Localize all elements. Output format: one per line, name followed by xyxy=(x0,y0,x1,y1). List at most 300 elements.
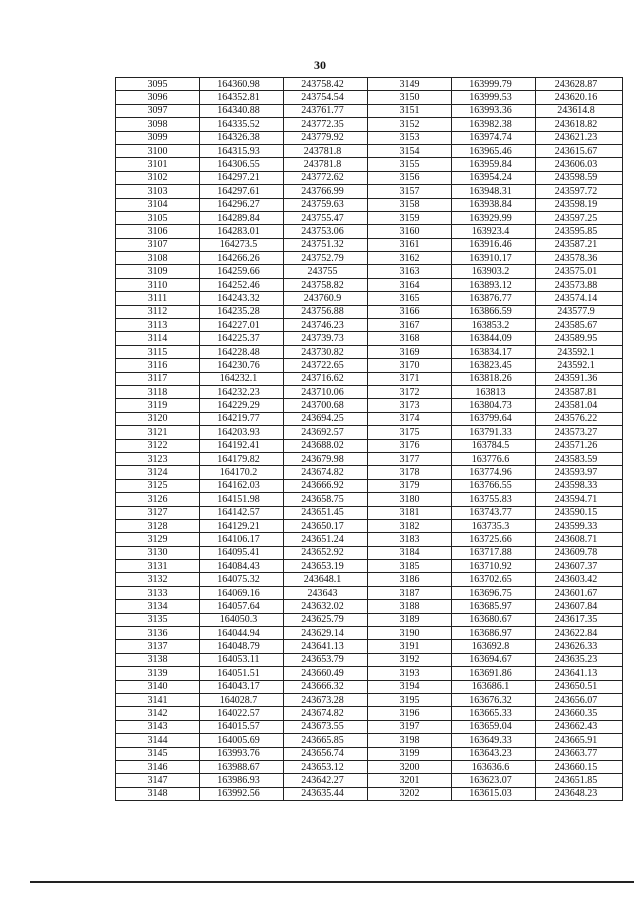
x-coordinate-cell: 164044.94 xyxy=(200,627,284,640)
table-row xyxy=(116,372,623,385)
y-coordinate-cell: 243615.67 xyxy=(536,144,623,157)
y-coordinate-cell: 243781.8 xyxy=(284,144,368,157)
point-number-cell: 3112 xyxy=(116,305,200,318)
x-coordinate-cell: 163818.26 xyxy=(452,372,536,385)
x-coordinate-cell: 164053.11 xyxy=(200,653,284,666)
y-coordinate-cell: 243607.84 xyxy=(536,600,623,613)
y-coordinate-cell: 243660.15 xyxy=(536,760,623,773)
point-number-cell: 3116 xyxy=(116,359,200,372)
y-coordinate-cell: 243779.92 xyxy=(284,131,368,144)
table-row xyxy=(116,91,623,104)
point-number-cell: 3115 xyxy=(116,345,200,358)
point-number-cell: 3146 xyxy=(116,760,200,773)
page-number: 30 xyxy=(314,58,326,72)
y-coordinate-cell: 243628.87 xyxy=(536,78,623,91)
table-row xyxy=(116,707,623,720)
y-coordinate-cell: 243603.42 xyxy=(536,573,623,586)
x-coordinate-cell: 164283.01 xyxy=(200,225,284,238)
point-number-cell: 3173 xyxy=(368,399,452,412)
y-coordinate-cell: 243643 xyxy=(284,586,368,599)
point-number-cell: 3119 xyxy=(116,399,200,412)
y-coordinate-cell: 243598.19 xyxy=(536,198,623,211)
x-coordinate-cell: 164095.41 xyxy=(200,546,284,559)
point-number-cell: 3197 xyxy=(368,720,452,733)
point-number-cell: 3182 xyxy=(368,519,452,532)
y-coordinate-cell: 243752.79 xyxy=(284,252,368,265)
table-row xyxy=(116,734,623,747)
point-number-cell: 3125 xyxy=(116,479,200,492)
point-number-cell: 3164 xyxy=(368,278,452,291)
x-coordinate-cell: 163692.8 xyxy=(452,640,536,653)
x-coordinate-cell: 164129.21 xyxy=(200,519,284,532)
y-coordinate-cell: 243642.27 xyxy=(284,774,368,787)
point-number-cell: 3157 xyxy=(368,185,452,198)
point-number-cell: 3166 xyxy=(368,305,452,318)
y-coordinate-cell: 243716.62 xyxy=(284,372,368,385)
x-coordinate-cell: 163923.4 xyxy=(452,225,536,238)
x-coordinate-cell: 163636.6 xyxy=(452,760,536,773)
y-coordinate-cell: 243599.33 xyxy=(536,519,623,532)
point-number-cell: 3105 xyxy=(116,211,200,224)
y-coordinate-cell: 243730.82 xyxy=(284,345,368,358)
y-coordinate-cell: 243753.06 xyxy=(284,225,368,238)
point-number-cell: 3160 xyxy=(368,225,452,238)
y-coordinate-cell: 243581.04 xyxy=(536,399,623,412)
y-coordinate-cell: 243772.62 xyxy=(284,171,368,184)
point-number-cell: 3149 xyxy=(368,78,452,91)
y-coordinate-cell: 243666.32 xyxy=(284,680,368,693)
y-coordinate-cell: 243620.16 xyxy=(536,91,623,104)
y-coordinate-cell: 243688.02 xyxy=(284,439,368,452)
x-coordinate-cell: 164352.81 xyxy=(200,91,284,104)
y-coordinate-cell: 243573.88 xyxy=(536,278,623,291)
x-coordinate-cell: 164315.93 xyxy=(200,144,284,157)
x-coordinate-cell: 164225.37 xyxy=(200,332,284,345)
point-number-cell: 3134 xyxy=(116,600,200,613)
x-coordinate-cell: 164142.57 xyxy=(200,506,284,519)
y-coordinate-cell: 243679.98 xyxy=(284,452,368,465)
y-coordinate-cell: 243653.12 xyxy=(284,760,368,773)
y-coordinate-cell: 243652.92 xyxy=(284,546,368,559)
x-coordinate-cell: 163929.99 xyxy=(452,211,536,224)
y-coordinate-cell: 243692.57 xyxy=(284,426,368,439)
x-coordinate-cell: 164048.79 xyxy=(200,640,284,653)
point-number-cell: 3171 xyxy=(368,372,452,385)
point-number-cell: 3172 xyxy=(368,385,452,398)
x-coordinate-cell: 164259.66 xyxy=(200,265,284,278)
y-coordinate-cell: 243629.14 xyxy=(284,627,368,640)
y-coordinate-cell: 243758.82 xyxy=(284,278,368,291)
point-number-cell: 3163 xyxy=(368,265,452,278)
x-coordinate-cell: 164050.3 xyxy=(200,613,284,626)
x-coordinate-cell: 164232.23 xyxy=(200,385,284,398)
x-coordinate-cell: 163615.03 xyxy=(452,787,536,800)
x-coordinate-cell: 163823.45 xyxy=(452,359,536,372)
point-number-cell: 3141 xyxy=(116,693,200,706)
x-coordinate-cell: 163993.76 xyxy=(200,747,284,760)
y-coordinate-cell: 243755 xyxy=(284,265,368,278)
x-coordinate-cell: 163774.96 xyxy=(452,466,536,479)
x-coordinate-cell: 164252.46 xyxy=(200,278,284,291)
point-number-cell: 3165 xyxy=(368,292,452,305)
x-coordinate-cell: 163954.24 xyxy=(452,171,536,184)
table-row xyxy=(116,627,623,640)
table-row xyxy=(116,185,623,198)
y-coordinate-cell: 243632.02 xyxy=(284,600,368,613)
table-row xyxy=(116,399,623,412)
point-number-cell: 3174 xyxy=(368,412,452,425)
x-coordinate-cell: 164335.52 xyxy=(200,118,284,131)
x-coordinate-cell: 163623.07 xyxy=(452,774,536,787)
y-coordinate-cell: 243614.8 xyxy=(536,104,623,117)
point-number-cell: 3133 xyxy=(116,586,200,599)
y-coordinate-cell: 243594.71 xyxy=(536,493,623,506)
point-number-cell: 3109 xyxy=(116,265,200,278)
y-coordinate-cell: 243641.13 xyxy=(284,640,368,653)
point-number-cell: 3169 xyxy=(368,345,452,358)
x-coordinate-cell: 164203.93 xyxy=(200,426,284,439)
point-number-cell: 3122 xyxy=(116,439,200,452)
point-number-cell: 3151 xyxy=(368,104,452,117)
point-number-cell: 3136 xyxy=(116,627,200,640)
point-number-cell: 3101 xyxy=(116,158,200,171)
point-number-cell: 3185 xyxy=(368,560,452,573)
y-coordinate-cell: 243756.88 xyxy=(284,305,368,318)
x-coordinate-cell: 163974.74 xyxy=(452,131,536,144)
table-row xyxy=(116,225,623,238)
y-coordinate-cell: 243660.35 xyxy=(536,707,623,720)
y-coordinate-cell: 243656.74 xyxy=(284,747,368,760)
point-number-cell: 3158 xyxy=(368,198,452,211)
point-number-cell: 3152 xyxy=(368,118,452,131)
x-coordinate-cell: 164232.1 xyxy=(200,372,284,385)
y-coordinate-cell: 243761.77 xyxy=(284,104,368,117)
x-coordinate-cell: 164227.01 xyxy=(200,319,284,332)
y-coordinate-cell: 243641.13 xyxy=(536,667,623,680)
y-coordinate-cell: 243656.07 xyxy=(536,693,623,706)
point-number-cell: 3128 xyxy=(116,519,200,532)
x-coordinate-cell: 163910.17 xyxy=(452,252,536,265)
y-coordinate-cell: 243590.15 xyxy=(536,506,623,519)
x-coordinate-cell: 164162.03 xyxy=(200,479,284,492)
point-number-cell: 3127 xyxy=(116,506,200,519)
table-row xyxy=(116,131,623,144)
table-row xyxy=(116,479,623,492)
x-coordinate-cell: 163643.23 xyxy=(452,747,536,760)
point-number-cell: 3110 xyxy=(116,278,200,291)
table-row xyxy=(116,171,623,184)
x-coordinate-cell: 163685.97 xyxy=(452,600,536,613)
point-number-cell: 3168 xyxy=(368,332,452,345)
x-coordinate-cell: 164028.7 xyxy=(200,693,284,706)
y-coordinate-cell: 243751.32 xyxy=(284,238,368,251)
x-coordinate-cell: 163999.79 xyxy=(452,78,536,91)
y-coordinate-cell: 243635.44 xyxy=(284,787,368,800)
point-number-cell: 3103 xyxy=(116,185,200,198)
x-coordinate-cell: 163659.04 xyxy=(452,720,536,733)
point-number-cell: 3188 xyxy=(368,600,452,613)
y-coordinate-cell: 243662.43 xyxy=(536,720,623,733)
x-coordinate-cell: 164106.17 xyxy=(200,533,284,546)
table-row xyxy=(116,506,623,519)
y-coordinate-cell: 243666.92 xyxy=(284,479,368,492)
table-row xyxy=(116,519,623,532)
y-coordinate-cell: 243674.82 xyxy=(284,466,368,479)
y-coordinate-cell: 243573.27 xyxy=(536,426,623,439)
point-number-cell: 3137 xyxy=(116,640,200,653)
point-number-cell: 3130 xyxy=(116,546,200,559)
y-coordinate-cell: 243592.1 xyxy=(536,345,623,358)
point-number-cell: 3156 xyxy=(368,171,452,184)
y-coordinate-cell: 243621.23 xyxy=(536,131,623,144)
x-coordinate-cell: 163993.36 xyxy=(452,104,536,117)
point-number-cell: 3161 xyxy=(368,238,452,251)
point-number-cell: 3180 xyxy=(368,493,452,506)
y-coordinate-cell: 243592.1 xyxy=(536,359,623,372)
x-coordinate-cell: 163676.32 xyxy=(452,693,536,706)
table-row xyxy=(116,412,623,425)
y-coordinate-cell: 243576.22 xyxy=(536,412,623,425)
y-coordinate-cell: 243635.23 xyxy=(536,653,623,666)
x-coordinate-cell: 164326.38 xyxy=(200,131,284,144)
point-number-cell: 3138 xyxy=(116,653,200,666)
x-coordinate-cell: 164243.32 xyxy=(200,292,284,305)
point-number-cell: 3097 xyxy=(116,104,200,117)
table-row xyxy=(116,265,623,278)
y-coordinate-cell: 243593.97 xyxy=(536,466,623,479)
point-number-cell: 3123 xyxy=(116,452,200,465)
point-number-cell: 3177 xyxy=(368,452,452,465)
table-row xyxy=(116,332,623,345)
y-coordinate-cell: 243665.91 xyxy=(536,734,623,747)
x-coordinate-cell: 163986.93 xyxy=(200,774,284,787)
y-coordinate-cell: 243710.06 xyxy=(284,385,368,398)
point-number-cell: 3113 xyxy=(116,319,200,332)
x-coordinate-cell: 163844.09 xyxy=(452,332,536,345)
point-number-cell: 3193 xyxy=(368,667,452,680)
y-coordinate-cell: 243694.25 xyxy=(284,412,368,425)
point-number-cell: 3145 xyxy=(116,747,200,760)
table-row xyxy=(116,787,623,800)
point-number-cell: 3098 xyxy=(116,118,200,131)
x-coordinate-cell: 164051.51 xyxy=(200,667,284,680)
table-row xyxy=(116,667,623,680)
x-coordinate-cell: 163710.92 xyxy=(452,560,536,573)
point-number-cell: 3147 xyxy=(116,774,200,787)
y-coordinate-cell: 243607.37 xyxy=(536,560,623,573)
point-number-cell: 3132 xyxy=(116,573,200,586)
x-coordinate-cell: 163725.66 xyxy=(452,533,536,546)
x-coordinate-cell: 163694.67 xyxy=(452,653,536,666)
x-coordinate-cell: 163691.86 xyxy=(452,667,536,680)
y-coordinate-cell: 243574.14 xyxy=(536,292,623,305)
y-coordinate-cell: 243608.71 xyxy=(536,533,623,546)
point-number-cell: 3170 xyxy=(368,359,452,372)
x-coordinate-cell: 164266.26 xyxy=(200,252,284,265)
y-coordinate-cell: 243609.78 xyxy=(536,546,623,559)
table-row xyxy=(116,426,623,439)
y-coordinate-cell: 243650.51 xyxy=(536,680,623,693)
y-coordinate-cell: 243587.21 xyxy=(536,238,623,251)
coordinates-table xyxy=(115,77,623,801)
point-number-cell: 3195 xyxy=(368,693,452,706)
table-row xyxy=(116,292,623,305)
point-number-cell: 3099 xyxy=(116,131,200,144)
point-number-cell: 3176 xyxy=(368,439,452,452)
x-coordinate-cell: 164069.16 xyxy=(200,586,284,599)
table-row xyxy=(116,104,623,117)
point-number-cell: 3162 xyxy=(368,252,452,265)
x-coordinate-cell: 163853.2 xyxy=(452,319,536,332)
y-coordinate-cell: 243617.35 xyxy=(536,613,623,626)
x-coordinate-cell: 163680.67 xyxy=(452,613,536,626)
table-row xyxy=(116,278,623,291)
y-coordinate-cell: 243601.67 xyxy=(536,586,623,599)
x-coordinate-cell: 164057.64 xyxy=(200,600,284,613)
point-number-cell: 3179 xyxy=(368,479,452,492)
table-row xyxy=(116,747,623,760)
table-row xyxy=(116,693,623,706)
x-coordinate-cell: 163876.77 xyxy=(452,292,536,305)
y-coordinate-cell: 243739.73 xyxy=(284,332,368,345)
point-number-cell: 3178 xyxy=(368,466,452,479)
y-coordinate-cell: 243665.85 xyxy=(284,734,368,747)
x-coordinate-cell: 163916.46 xyxy=(452,238,536,251)
point-number-cell: 3181 xyxy=(368,506,452,519)
x-coordinate-cell: 164230.76 xyxy=(200,359,284,372)
y-coordinate-cell: 243626.33 xyxy=(536,640,623,653)
table-row xyxy=(116,493,623,506)
table-row xyxy=(116,305,623,318)
y-coordinate-cell: 243651.85 xyxy=(536,774,623,787)
y-coordinate-cell: 243595.85 xyxy=(536,225,623,238)
x-coordinate-cell: 163982.38 xyxy=(452,118,536,131)
point-number-cell: 3129 xyxy=(116,533,200,546)
x-coordinate-cell: 164235.28 xyxy=(200,305,284,318)
y-coordinate-cell: 243760.9 xyxy=(284,292,368,305)
point-number-cell: 3108 xyxy=(116,252,200,265)
x-coordinate-cell: 163702.65 xyxy=(452,573,536,586)
point-number-cell: 3121 xyxy=(116,426,200,439)
y-coordinate-cell: 243653.79 xyxy=(284,653,368,666)
y-coordinate-cell: 243674.82 xyxy=(284,707,368,720)
point-number-cell: 3096 xyxy=(116,91,200,104)
table-row xyxy=(116,319,623,332)
y-coordinate-cell: 243597.25 xyxy=(536,211,623,224)
table-row xyxy=(116,546,623,559)
y-coordinate-cell: 243722.65 xyxy=(284,359,368,372)
point-number-cell: 3167 xyxy=(368,319,452,332)
point-number-cell: 3106 xyxy=(116,225,200,238)
point-number-cell: 3124 xyxy=(116,466,200,479)
y-coordinate-cell: 243673.55 xyxy=(284,720,368,733)
point-number-cell: 3102 xyxy=(116,171,200,184)
x-coordinate-cell: 163948.31 xyxy=(452,185,536,198)
y-coordinate-cell: 243598.33 xyxy=(536,479,623,492)
point-number-cell: 3131 xyxy=(116,560,200,573)
point-number-cell: 3120 xyxy=(116,412,200,425)
point-number-cell: 3139 xyxy=(116,667,200,680)
y-coordinate-cell: 243583.59 xyxy=(536,452,623,465)
x-coordinate-cell: 164022.57 xyxy=(200,707,284,720)
y-coordinate-cell: 243618.82 xyxy=(536,118,623,131)
point-number-cell: 3192 xyxy=(368,653,452,666)
y-coordinate-cell: 243648.1 xyxy=(284,573,368,586)
y-coordinate-cell: 243673.28 xyxy=(284,693,368,706)
x-coordinate-cell: 164219.77 xyxy=(200,412,284,425)
point-number-cell: 3183 xyxy=(368,533,452,546)
y-coordinate-cell: 243766.99 xyxy=(284,185,368,198)
point-number-cell: 3186 xyxy=(368,573,452,586)
point-number-cell: 3191 xyxy=(368,640,452,653)
y-coordinate-cell: 243651.45 xyxy=(284,506,368,519)
point-number-cell: 3154 xyxy=(368,144,452,157)
table-row xyxy=(116,144,623,157)
point-number-cell: 3184 xyxy=(368,546,452,559)
x-coordinate-cell: 163784.5 xyxy=(452,439,536,452)
y-coordinate-cell: 243660.49 xyxy=(284,667,368,680)
x-coordinate-cell: 163686.1 xyxy=(452,680,536,693)
point-number-cell: 3175 xyxy=(368,426,452,439)
x-coordinate-cell: 163965.46 xyxy=(452,144,536,157)
y-coordinate-cell: 243578.36 xyxy=(536,252,623,265)
table-row xyxy=(116,211,623,224)
x-coordinate-cell: 164306.55 xyxy=(200,158,284,171)
point-number-cell: 3135 xyxy=(116,613,200,626)
point-number-cell: 3189 xyxy=(368,613,452,626)
x-coordinate-cell: 163999.53 xyxy=(452,91,536,104)
y-coordinate-cell: 243658.75 xyxy=(284,493,368,506)
table-row xyxy=(116,78,623,91)
x-coordinate-cell: 163743.77 xyxy=(452,506,536,519)
x-coordinate-cell: 164043.17 xyxy=(200,680,284,693)
table-row xyxy=(116,466,623,479)
point-number-cell: 3199 xyxy=(368,747,452,760)
table-row xyxy=(116,452,623,465)
x-coordinate-cell: 164192.41 xyxy=(200,439,284,452)
x-coordinate-cell: 164273.5 xyxy=(200,238,284,251)
y-coordinate-cell: 243597.72 xyxy=(536,185,623,198)
table-row xyxy=(116,613,623,626)
x-coordinate-cell: 164151.98 xyxy=(200,493,284,506)
point-number-cell: 3143 xyxy=(116,720,200,733)
x-coordinate-cell: 163776.6 xyxy=(452,452,536,465)
y-coordinate-cell: 243651.24 xyxy=(284,533,368,546)
x-coordinate-cell: 163686.97 xyxy=(452,627,536,640)
point-number-cell: 3202 xyxy=(368,787,452,800)
x-coordinate-cell: 163717.88 xyxy=(452,546,536,559)
point-number-cell: 3155 xyxy=(368,158,452,171)
x-coordinate-cell: 164289.84 xyxy=(200,211,284,224)
x-coordinate-cell: 163696.75 xyxy=(452,586,536,599)
y-coordinate-cell: 243663.77 xyxy=(536,747,623,760)
x-coordinate-cell: 163903.2 xyxy=(452,265,536,278)
x-coordinate-cell: 164170.2 xyxy=(200,466,284,479)
x-coordinate-cell: 164297.21 xyxy=(200,171,284,184)
x-coordinate-cell: 163649.33 xyxy=(452,734,536,747)
point-number-cell: 3148 xyxy=(116,787,200,800)
point-number-cell: 3144 xyxy=(116,734,200,747)
x-coordinate-cell: 163665.33 xyxy=(452,707,536,720)
x-coordinate-cell: 164075.32 xyxy=(200,573,284,586)
x-coordinate-cell: 163992.56 xyxy=(200,787,284,800)
y-coordinate-cell: 243650.17 xyxy=(284,519,368,532)
x-coordinate-cell: 163755.83 xyxy=(452,493,536,506)
x-coordinate-cell: 163735.3 xyxy=(452,519,536,532)
x-coordinate-cell: 164084.43 xyxy=(200,560,284,573)
point-number-cell: 3104 xyxy=(116,198,200,211)
point-number-cell: 3142 xyxy=(116,707,200,720)
